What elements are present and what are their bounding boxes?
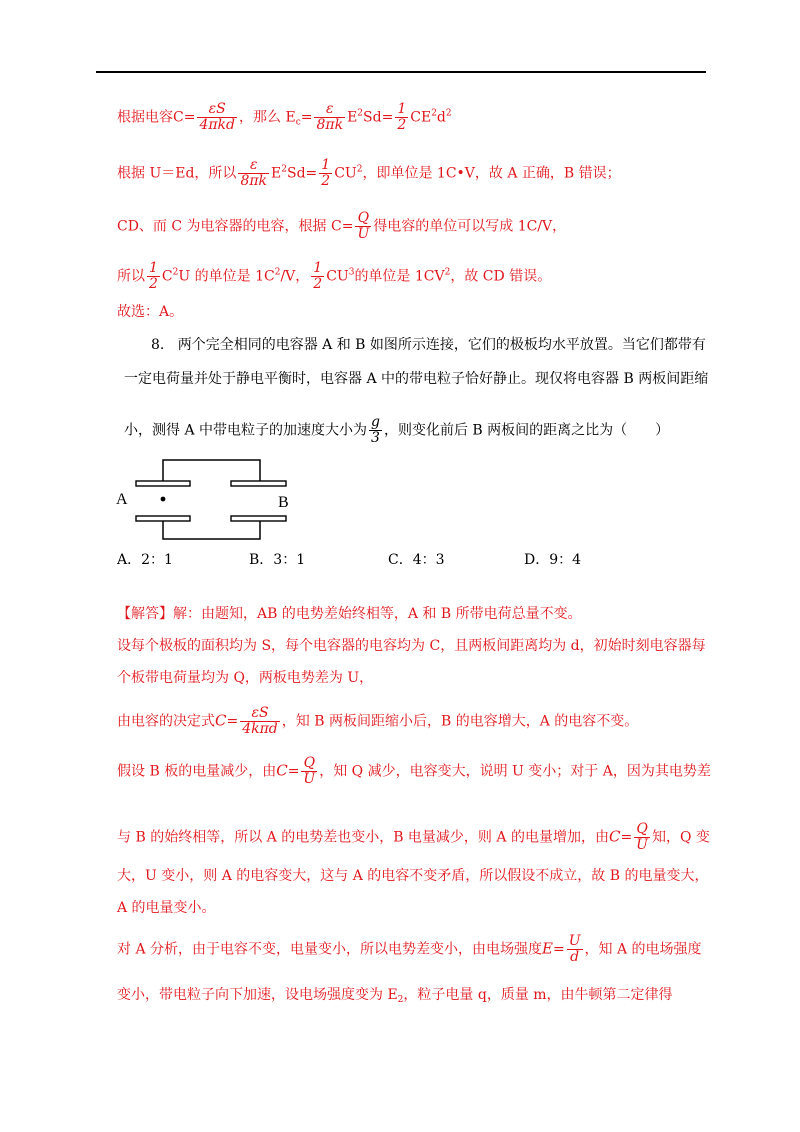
text: Sd=: [363, 109, 394, 126]
answer-text: 由电容的决定式: [117, 713, 215, 730]
capacitor-b-top-plate: [231, 481, 286, 486]
text: 所以: [117, 268, 145, 285]
symbol-c: C: [276, 761, 288, 780]
text: E: [271, 165, 282, 182]
charged-particle: [161, 497, 166, 502]
denominator: 4kπd: [242, 721, 278, 737]
label-capacitor-b: B: [278, 494, 289, 511]
text: ，故 CD 错误。: [450, 268, 552, 285]
answer-text: ，粒子电量 q，质量 m，由牛顿第二定律得: [403, 987, 673, 1003]
answer-text: 对 A 分析，由于电容不变，电量变小，所以电势差变小，由电场强度: [117, 941, 543, 958]
denominator: d: [570, 949, 580, 965]
fraction-one-half: [319, 158, 332, 189]
denominator: U: [636, 837, 648, 853]
numerator: ε: [238, 158, 269, 174]
answer-line-10: [117, 985, 673, 1010]
fraction-q-over-u: [634, 822, 650, 853]
text: 根据 U＝Ed，所以: [117, 165, 237, 182]
top-wire: [163, 460, 260, 481]
superscript-2: 2: [445, 108, 452, 119]
text: d: [436, 109, 446, 126]
bottom-wire: [163, 521, 260, 539]
answer-text: ，知 A 的电场强度: [584, 941, 702, 958]
answer-text: 变小，带电粒子向下加速，设电场强度变为 E: [117, 987, 398, 1003]
solution-line-3: [117, 211, 566, 242]
text: 得电容的单位可以写成 1C/V，: [373, 218, 567, 235]
superscript-2: 2: [356, 164, 363, 175]
answer-text: ，知 Q 减少，电容变大，说明 U 变小；对于 A，因为其电势差: [319, 763, 711, 780]
answer-line-6: [117, 822, 710, 853]
answer-text: ，知 B 两板间距缩小后，B 的电容增大，A 的电容不变。: [281, 713, 639, 730]
capacitor-b-bottom-plate: [231, 516, 286, 521]
superscript-2: 2: [444, 267, 451, 278]
text: =: [300, 109, 313, 126]
choice-a[interactable]: A．2：1: [117, 552, 173, 568]
capacitor-circuit-figure: [110, 455, 300, 545]
superscript-2: 2: [172, 267, 179, 278]
answer-line-4: [117, 706, 638, 737]
numerator: ε: [314, 102, 345, 118]
text: /V，: [280, 268, 310, 285]
numerator: 1: [313, 260, 323, 276]
denominator: 8πk: [316, 117, 344, 133]
question-8-line-1: [151, 335, 706, 355]
text: CU: [326, 268, 349, 285]
fraction-eps-over-8pik: [314, 102, 345, 133]
text: 的单位是 1CV: [354, 268, 445, 285]
fraction-one-half: [395, 102, 408, 133]
solution-conclusion: 故选：A。: [117, 304, 184, 320]
question-8-line-3: [124, 415, 669, 446]
text: ，那么 E: [239, 109, 296, 126]
answer-line-5: [117, 756, 711, 787]
fraction-one-half: [147, 261, 160, 292]
fraction-q-over-u: [301, 756, 317, 787]
choice-c[interactable]: C．4：3: [388, 552, 445, 568]
question-text: 两个完全相同的电容器 A 和 B 如图所示连接，它们的极板均水平放置。当它们都带有: [177, 337, 706, 353]
denominator: 2: [321, 173, 331, 189]
denominator: U: [357, 226, 370, 242]
numerator: εS: [240, 706, 280, 722]
fraction-eps-s-over-4pikd: [197, 102, 237, 133]
numerator: g: [371, 414, 380, 430]
text: CD、而 C 为电容器的电容，根据 C=: [117, 218, 354, 235]
answer-line-1: [117, 604, 582, 624]
solution-line-4: [117, 261, 551, 292]
text: CE: [410, 109, 432, 126]
denominator: U: [303, 771, 316, 787]
superscript-3: 3: [348, 267, 355, 278]
numerator: 1: [149, 260, 158, 276]
fraction-u-over-d: [567, 934, 583, 965]
numerator: Q: [355, 211, 371, 227]
header-rule: [96, 71, 706, 73]
answer-line-3: 个板带电荷量均为 Q，两板电势差为 U，: [117, 670, 374, 686]
numerator: Q: [634, 822, 650, 838]
denominator: 3: [371, 430, 380, 446]
denominator: 2: [397, 117, 407, 133]
solution-line-2: [117, 158, 621, 189]
fraction-eps-over-8pik: [238, 158, 269, 189]
denominator: 2: [313, 276, 323, 292]
text: C: [161, 268, 173, 285]
choice-d[interactable]: D．9：4: [524, 552, 582, 568]
answer-text: 知，Q 变: [651, 829, 710, 846]
superscript-2: 2: [281, 164, 287, 175]
fraction-g-over-3: [369, 415, 382, 446]
superscript-2: 2: [357, 108, 364, 119]
symbol-c: C: [215, 711, 227, 730]
capacitor-a-top-plate: [136, 481, 190, 486]
label-capacitor-a: A: [116, 491, 128, 508]
fraction-q-over-u: [355, 211, 371, 242]
fraction-one-half: [311, 261, 324, 292]
fraction-eps-s-over-4kpid: [240, 706, 280, 737]
answer-line-9: [117, 934, 702, 965]
text: E: [347, 109, 358, 126]
equals: =: [287, 763, 300, 780]
symbol-e: E: [542, 939, 553, 958]
numerator: U: [568, 933, 581, 949]
denominator: 2: [149, 276, 158, 292]
subscript-c: c: [295, 117, 301, 128]
question-text: 小，测得 A 中带电粒子的加速度大小为: [124, 422, 368, 439]
capacitor-a-bottom-plate: [136, 516, 190, 521]
text: 根据电容C=: [117, 109, 196, 126]
denominator: 8πk: [240, 173, 268, 189]
choice-b[interactable]: B．3：1: [249, 552, 306, 568]
numerator: εS: [197, 102, 237, 118]
numerator: 1: [397, 101, 407, 117]
equals: =: [226, 713, 239, 730]
text: U 的单位是 1C: [178, 268, 275, 285]
superscript-2: 2: [431, 108, 437, 119]
text: ，即单位是 1C•V，故 A 正确，B 错误；: [362, 165, 621, 182]
equals: =: [620, 829, 633, 846]
text: CU: [334, 165, 357, 182]
symbol-c: C: [608, 827, 621, 846]
text: Sd=: [287, 165, 318, 182]
answer-line-8: A 的电量变小。: [117, 900, 216, 916]
numerator: Q: [301, 756, 317, 772]
answer-text: 解：由题知，AB 的电势差始终相等，A 和 B 所带电荷总量不变。: [173, 606, 582, 622]
question-8-line-2: 一定电荷量并处于静电平衡时，电容器 A 中的带电粒子恰好静止。现仅将电容器 B 两板间距缩: [124, 371, 709, 387]
numerator: 1: [321, 157, 331, 173]
superscript-2: 2: [274, 267, 281, 278]
answer-tag: 【解答】: [117, 606, 173, 622]
answer-text: 与 B 的始终相等，所以 A 的电势差也变小，B 电量减少，则 A 的电量增加，由: [117, 829, 609, 846]
question-number: 8.: [151, 337, 165, 353]
solution-line-1: [117, 102, 452, 133]
answer-line-2: 设每个极板的面积均为 S，每个电容器的电容均为 C，且两板间距离均为 d，初始时刻电容器每: [117, 638, 706, 654]
subscript-2: 2: [397, 995, 404, 1005]
answer-line-7: 大，U 变小，则 A 的电容变大，这与 A 的电容不变矛盾，所以假设不成立，故 B 的电量变大，: [117, 868, 709, 884]
question-text: ，则变化前后 B 两板间的距离之比为（ ）: [383, 422, 670, 439]
answer-text: 假设 B 板的电量减少，由: [117, 763, 277, 780]
equals: =: [552, 941, 565, 958]
denominator: 4πkd: [199, 117, 236, 133]
